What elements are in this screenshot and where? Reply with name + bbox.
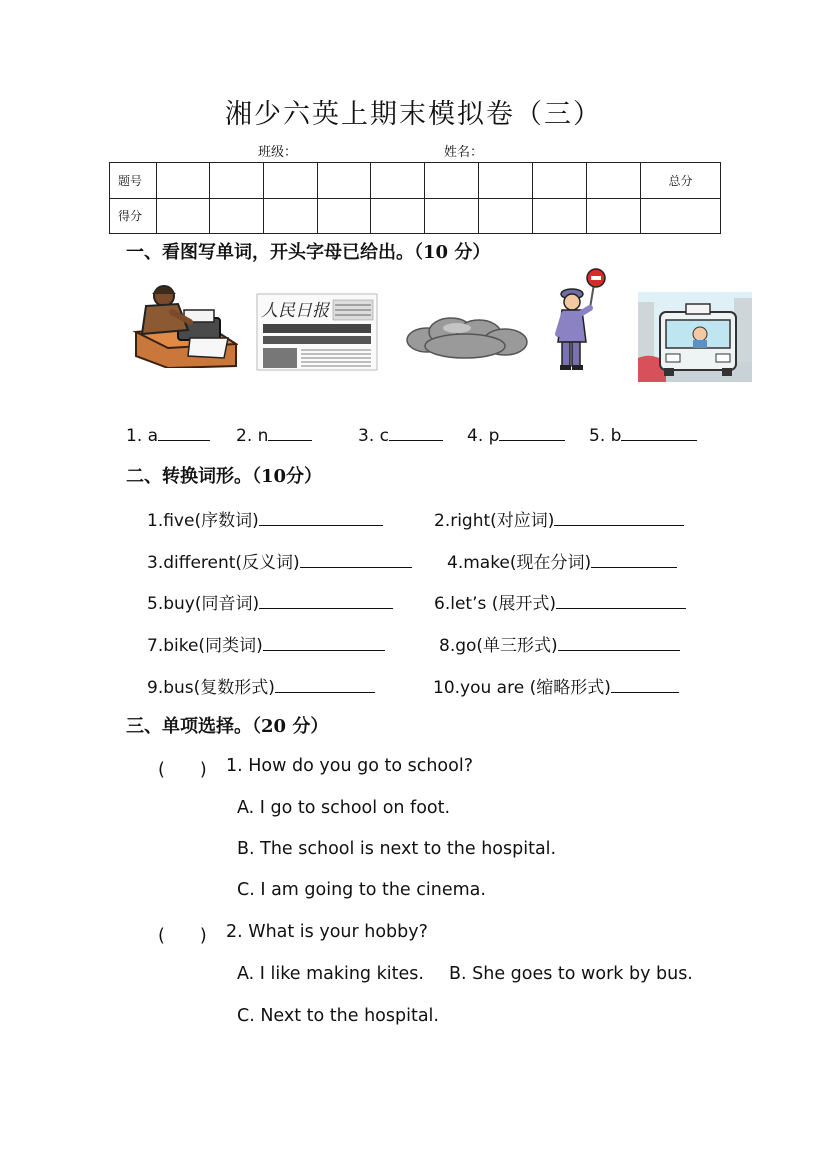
word-form-item — [434, 589, 686, 614]
score-table-row — [110, 198, 721, 234]
word-form-label: 4.make(现在分词) — [447, 553, 592, 573]
policeman-image — [550, 268, 610, 372]
question-1-option-c: C. I am going to the cinema. — [237, 880, 486, 900]
question-2-option-b: B. She goes to work by bus. — [449, 964, 693, 984]
answer-5-blank[interactable] — [621, 424, 697, 441]
word-form-item — [147, 631, 385, 656]
section3-heading: 三、单项选择。（20 分） — [126, 716, 329, 737]
page-title: 湘少六英上期末模拟卷（三） — [225, 99, 602, 130]
score-cell[interactable] — [533, 198, 587, 234]
word-form-item — [439, 631, 680, 656]
word-form-blank[interactable] — [556, 592, 686, 609]
score-cell[interactable] — [533, 163, 587, 199]
word-form-label: 10.you are (缩略形式) — [433, 678, 611, 698]
word-form-blank[interactable] — [259, 509, 383, 526]
question-number-label: 题号 — [110, 163, 157, 199]
question-1-answer-paren[interactable]: ( ) — [158, 760, 207, 780]
newspaper-image — [255, 292, 379, 372]
score-cell[interactable] — [425, 163, 479, 199]
word-form-blank[interactable] — [263, 634, 385, 651]
score-cell[interactable] — [479, 163, 533, 199]
question-1: 1. How do you go to school? — [226, 756, 473, 776]
cloud-image — [405, 314, 535, 364]
score-cell[interactable] — [157, 163, 210, 199]
score-cell[interactable] — [318, 198, 371, 234]
word-form-blank[interactable] — [558, 634, 680, 651]
score-cell[interactable] — [264, 198, 318, 234]
reporter-typewriter-image — [128, 282, 238, 368]
score-cell[interactable] — [318, 163, 371, 199]
score-cell[interactable] — [425, 198, 479, 234]
word-form-item — [147, 506, 383, 531]
score-cell[interactable] — [479, 198, 533, 234]
word-form-label: 6.let’s (展开式) — [434, 594, 556, 614]
word-form-item — [434, 506, 684, 531]
word-form-blank[interactable] — [300, 551, 412, 568]
word-form-blank[interactable] — [554, 509, 684, 526]
score-cell[interactable] — [587, 163, 641, 199]
answer-2-label: 2. n — [236, 426, 269, 446]
question-2-option-c: C. Next to the hospital. — [237, 1006, 439, 1026]
word-form-item — [147, 589, 393, 614]
score-cell[interactable] — [371, 198, 425, 234]
word-form-item — [147, 548, 412, 573]
answer-4 — [467, 424, 565, 446]
name-label: 姓名： — [444, 145, 484, 160]
word-form-blank[interactable] — [591, 551, 677, 568]
score-cell[interactable] — [157, 198, 210, 234]
bus-image — [638, 292, 752, 382]
word-form-item — [447, 548, 677, 573]
answer-1-label: 1. a — [126, 426, 159, 446]
question-2-answer-paren[interactable]: ( ) — [158, 926, 207, 946]
word-form-blank[interactable] — [275, 676, 375, 693]
answer-5-label: 5. b — [589, 426, 622, 446]
score-cell[interactable] — [210, 198, 264, 234]
answer-4-label: 4. p — [467, 426, 500, 446]
word-form-blank[interactable] — [611, 676, 679, 693]
total-score-cell[interactable] — [641, 198, 721, 234]
answer-4-blank[interactable] — [499, 424, 565, 441]
question-2: 2. What is your hobby? — [226, 922, 428, 942]
section1-heading: 一、看图写单词，开头字母已给出。（10 分） — [126, 242, 491, 263]
answer-1-blank[interactable] — [158, 424, 210, 441]
score-cell[interactable] — [210, 163, 264, 199]
score-table — [109, 162, 721, 234]
word-form-label: 5.buy(同音词) — [147, 594, 260, 614]
question-2-option-a: A. I like making kites. — [237, 964, 424, 984]
word-form-blank[interactable] — [259, 592, 393, 609]
score-cell[interactable] — [371, 163, 425, 199]
score-cell[interactable] — [587, 198, 641, 234]
score-label: 得分 — [110, 198, 157, 234]
word-form-label: 3.different(反义词) — [147, 553, 300, 573]
score-cell[interactable] — [264, 163, 318, 199]
answer-2-blank[interactable] — [268, 424, 312, 441]
answer-3 — [358, 424, 443, 446]
class-label: 班级： — [258, 145, 298, 160]
total-label: 总分 — [641, 163, 721, 199]
word-form-item — [147, 673, 375, 698]
word-form-label: 7.bike(同类词) — [147, 636, 263, 656]
question-1-option-a: A. I go to school on foot. — [237, 798, 451, 818]
word-form-item — [433, 673, 679, 698]
score-table-row — [110, 163, 721, 199]
answer-3-label: 3. c — [358, 426, 389, 446]
question-1-option-b: B. The school is next to the hospital. — [237, 839, 557, 859]
answer-3-blank[interactable] — [389, 424, 443, 441]
word-form-label: 9.bus(复数形式) — [147, 678, 275, 698]
word-form-label: 2.right(对应词) — [434, 511, 555, 531]
word-form-label: 8.go(单三形式) — [439, 636, 558, 656]
answer-1 — [126, 424, 210, 446]
answer-2 — [236, 424, 312, 446]
answer-5 — [589, 424, 697, 446]
newspaper-masthead: 人民日报 — [261, 301, 329, 321]
word-form-label: 1.five(序数词) — [147, 511, 259, 531]
section2-heading: 二、转换词形。（10分） — [126, 466, 323, 487]
